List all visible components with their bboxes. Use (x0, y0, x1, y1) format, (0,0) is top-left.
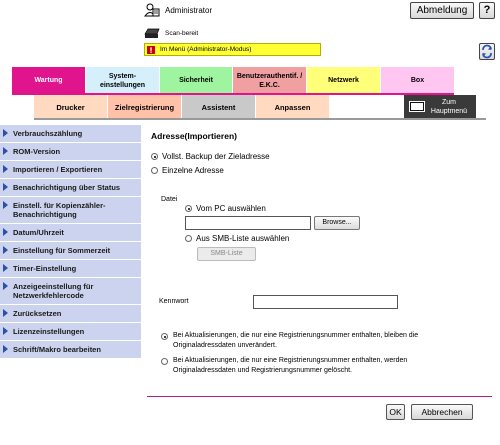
tab-systemeinstellungen[interactable]: System- einstellungen (86, 67, 159, 94)
ok-button[interactable]: OK (386, 404, 405, 420)
arrow-right-icon (3, 327, 8, 335)
scanner-icon (144, 26, 160, 40)
sidebar-item-counter-notification[interactable]: Einstell. für Kopienzähler- Benachrichtigung (0, 197, 141, 224)
tab-anpassen[interactable]: Anpassen (256, 95, 329, 119)
arrow-right-icon (3, 165, 8, 173)
sidebar-item-date-time[interactable]: Datum/Uhrzeit (0, 224, 141, 242)
main-menu-button[interactable]: Zum Hauptmenü (404, 95, 476, 119)
tab-box[interactable]: Box (381, 67, 454, 94)
home-screen-icon (409, 101, 425, 113)
sidebar-item-daylight-saving[interactable]: Einstellung für Sommerzeit (0, 242, 141, 260)
file-label: Datei (161, 196, 178, 203)
radio-full-backup[interactable] (151, 153, 158, 160)
sidebar-item-network-error-code[interactable]: Anzeigeeinstellung für Netzwerkfehlercode (0, 278, 141, 305)
arrow-right-icon (3, 309, 8, 317)
arrow-right-icon (3, 147, 8, 155)
content-panel (147, 125, 492, 425)
browse-button[interactable]: Browse... (314, 216, 360, 230)
file-path-input[interactable] (185, 216, 311, 230)
tab-sicherheit[interactable]: Sicherheit (160, 67, 232, 94)
refresh-icon (480, 44, 494, 59)
admin-mode-text: Im Menü (Administrator-Modus) (160, 46, 252, 53)
radio-delete-original-label: Bei Aktualisierungen, die nur eine Registrierungsnummer enthalten, werden Originaladressdaten und Registrierungsnummer gelöscht. (173, 357, 408, 374)
sidebar-item-status-notification[interactable]: Benachrichtigung über Status (0, 179, 141, 197)
arrow-right-icon (3, 246, 8, 254)
subtab-underline (34, 118, 486, 120)
arrow-right-icon (3, 345, 8, 353)
smb-list-button[interactable]: SMB-Liste (197, 247, 256, 261)
radio-full-backup-label: Vollst. Backup der Zieladresse (162, 152, 270, 161)
tab-zielregistrierung[interactable]: Zielregistrierung (108, 95, 181, 119)
admin-user-icon (144, 3, 160, 17)
help-button[interactable]: ? (479, 2, 495, 19)
scan-status: Scan-bereit (165, 30, 199, 37)
password-label: Kennwort (159, 298, 189, 305)
arrow-right-icon (3, 129, 8, 137)
sidebar-item-timer[interactable]: Timer-Einstellung (0, 260, 141, 278)
sidebar (0, 125, 141, 359)
radio-from-pc[interactable] (185, 205, 192, 212)
radio-single-address-label: Einzelne Adresse (162, 166, 224, 175)
radio-from-pc-label: Vom PC auswählen (196, 204, 266, 213)
admin-name: Administrator (165, 6, 213, 15)
arrow-right-icon (3, 282, 8, 290)
arrow-right-icon (3, 228, 8, 236)
admin-mode-banner (144, 43, 321, 56)
arrow-right-icon (3, 183, 8, 191)
logout-button[interactable]: Abmeldung (410, 2, 474, 19)
warning-icon (147, 46, 155, 54)
arrow-right-icon (3, 264, 8, 272)
arrow-right-icon (3, 201, 8, 209)
cancel-button[interactable]: Abbrechen (411, 404, 473, 420)
sidebar-item-import-export[interactable]: Importieren / Exportieren (0, 161, 141, 179)
header (0, 0, 500, 62)
tab-benutzerauthentifizierung[interactable]: Benutzerauthentif. / E.K.C. (233, 67, 306, 94)
sidebar-item-license[interactable]: Lizenzeinstellungen (0, 323, 141, 341)
page-title: Adresse(Importieren) (151, 131, 237, 141)
radio-single-address[interactable] (151, 167, 158, 174)
tab-assistent[interactable]: Assistent (182, 95, 255, 119)
radio-delete-original[interactable] (161, 358, 168, 365)
password-input[interactable] (253, 295, 398, 309)
tab-wartung[interactable]: Wartung (12, 67, 85, 94)
radio-from-smb[interactable] (185, 235, 192, 242)
sidebar-item-rom-version[interactable]: ROM-Version (0, 143, 141, 161)
tab-netzwerk[interactable]: Netzwerk (307, 67, 380, 94)
tab-drucker[interactable]: Drucker (34, 95, 107, 119)
refresh-button[interactable] (479, 43, 495, 60)
sidebar-item-reset[interactable]: Zurücksetzen (0, 305, 141, 323)
content-divider (147, 396, 492, 397)
radio-keep-original-label: Bei Aktualisierungen, die nur eine Registrierungsnummer enthalten, bleiben die Originaladressdaten unverändert. (173, 332, 419, 349)
radio-keep-original[interactable] (161, 333, 168, 340)
radio-from-smb-label: Aus SMB-Liste auswählen (196, 234, 290, 243)
sidebar-item-font-macro[interactable]: Schrift/Makro bearbeiten (0, 341, 141, 359)
sidebar-item-verbrauchszaehlung[interactable]: Verbrauchszählung (0, 125, 141, 143)
